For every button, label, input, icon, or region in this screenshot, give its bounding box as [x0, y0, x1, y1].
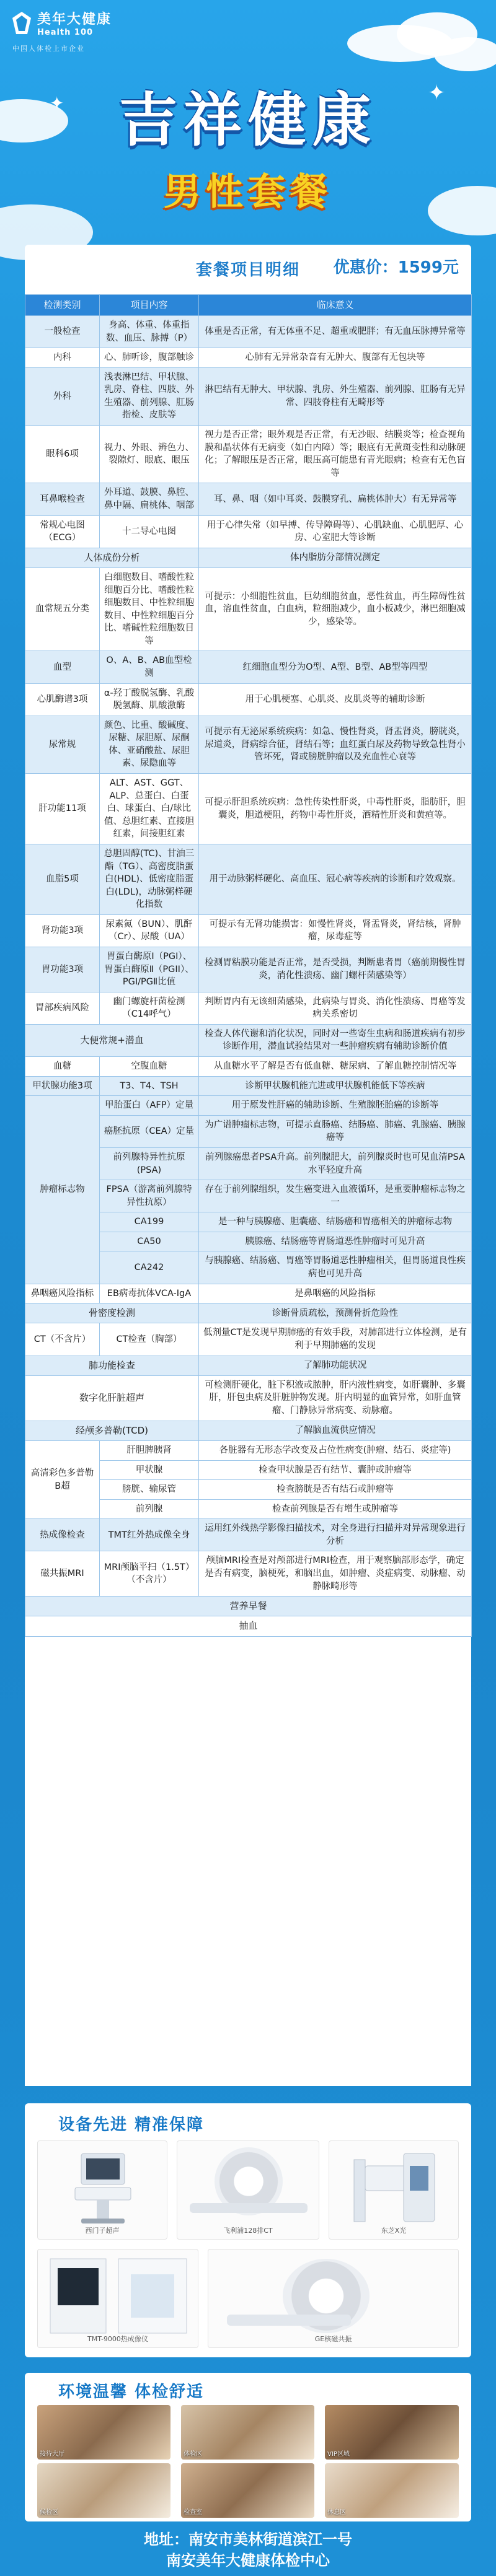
- clinical-meaning-cell: 耳、鼻、咽（如中耳炎、鼓膜穿孔、扁桃体肿大）有无异常等: [199, 483, 472, 515]
- category-cell: 肿瘤标志物: [25, 1096, 100, 1284]
- section-item-name: 营养早餐: [25, 1597, 472, 1616]
- table-row: [25, 367, 472, 425]
- photo-caption: 候检区: [40, 2509, 58, 2516]
- section-item-name: 大便常规+潜血: [25, 1024, 199, 1056]
- environment-photo: [325, 2463, 459, 2518]
- table-row: [25, 567, 472, 651]
- section-item-meaning: 可检测肝硬化，脏下积液或脓肿，肝内液性病变，如肝囊肿、多囊肝，肝包虫病及肝脏肿物发现。肝内明显的血管异常，如肝血管瘤、门静脉异常病变、动脉瘤。: [199, 1375, 472, 1421]
- category-cell: 尿常规: [25, 716, 100, 773]
- clinical-meaning-cell: 检查甲状腺是否有结节、囊肿或肿瘤等: [199, 1460, 472, 1480]
- column-header: 临床意义: [199, 295, 472, 316]
- item-content-cell: 前列腺特异性抗原(PSA): [100, 1147, 199, 1180]
- category-cell: 磁共振MRI: [25, 1551, 100, 1597]
- table-row: [25, 548, 472, 567]
- table-row: [25, 1616, 472, 1636]
- thermal-imaging-room-image: [38, 2250, 199, 2336]
- section-item-meaning: 诊断骨质疏松，预测骨折危险性: [199, 1303, 472, 1323]
- category-cell: 内科: [25, 348, 100, 368]
- table-row: [25, 1303, 472, 1323]
- column-header: 项目内容: [100, 295, 199, 316]
- environment-photo: [37, 2405, 170, 2460]
- item-content-cell: CA50: [100, 1232, 199, 1251]
- clinical-meaning-cell: 诊断甲状腺机能亢进或甲状腺机能低下等疾病: [199, 1076, 472, 1096]
- brand-logo: [11, 9, 112, 37]
- category-cell: 热成像检查: [25, 1519, 100, 1551]
- item-content-cell: 心、肺听诊，腹部触诊: [100, 348, 199, 368]
- category-cell: CT（不含片）: [25, 1323, 100, 1356]
- category-cell: 一般检查: [25, 316, 100, 348]
- category-cell: 胃部疾病风险: [25, 992, 100, 1024]
- price-label: 优惠价：1599元: [333, 258, 459, 277]
- table-row: [25, 1421, 472, 1440]
- category-cell: 肾功能3项: [25, 914, 100, 947]
- equipment-caption: TMT-9000热成像仪: [87, 2335, 148, 2343]
- table-row: [25, 947, 472, 992]
- brand-mark-icon: [11, 11, 32, 35]
- header: [0, 0, 496, 245]
- table-row: [25, 1375, 472, 1421]
- sparkle-icon: ✦: [50, 93, 64, 113]
- category-cell: 鼻咽癌风险指标: [25, 1284, 100, 1303]
- equipment-caption: 飞利浦128排CT: [223, 2227, 273, 2235]
- table-row: [25, 1284, 472, 1303]
- center-name: 南安美年大健康体检中心: [166, 2552, 330, 2569]
- clinical-meaning-cell: 可提示：小细胞性贫血，巨幼细胞贫血，恶性贫血，再生障碍性贫血，溶血性贫血，白血病，粒细胞减少，血小板减少，淋巴细胞减少，感染等。: [199, 567, 472, 651]
- footer-address: [0, 2529, 496, 2571]
- equipment-caption: 东芝X光: [381, 2227, 407, 2235]
- item-content-cell: 肝胆脾胰肾: [100, 1440, 199, 1460]
- table-row: [25, 1519, 472, 1551]
- clinical-meaning-cell: 各脏器有无形态学改变及占位性病变(肿瘤、结石、炎症等): [199, 1440, 472, 1460]
- table-row: [25, 1440, 472, 1460]
- category-cell: 血型: [25, 651, 100, 683]
- category-cell: 耳鼻喉检查: [25, 483, 100, 515]
- environment-photo: [181, 2405, 314, 2460]
- sparkle-icon: ✦: [428, 81, 446, 105]
- equipment-item: [208, 2249, 459, 2348]
- item-content-cell: 十二导心电图: [100, 515, 199, 548]
- equipment-item: [37, 2140, 167, 2240]
- section-item-name: 人体成份分析: [25, 548, 199, 567]
- item-content-cell: α-羟丁酸脱氢酶、乳酸脱氢酶、肌酸激酶: [100, 683, 199, 716]
- clinical-meaning-cell: 运用红外线热学影像扫描技术，对全身进行扫描并对异常现象进行分析: [199, 1519, 472, 1551]
- clinical-meaning-cell: 红细胞血型分为O型、A型、B型、AB型等四型: [199, 651, 472, 683]
- section-item-name: 骨密度检测: [25, 1303, 199, 1323]
- clinical-meaning-cell: 检查膀胱是否有结石或肿瘤等: [199, 1480, 472, 1500]
- category-cell: 血常规五分类: [25, 567, 100, 651]
- section-item-name: 经颅多普勒(TCD): [25, 1421, 199, 1440]
- item-content-cell: 总胆固醇(TC)、甘油三酯（TG）、高密度脂蛋白(HDL)、低密度脂蛋白(LDL)，动脉粥样硬化指数: [100, 844, 199, 914]
- item-content-cell: 尿素氮（BUN）、肌酐（Cr）、尿酸（UA）: [100, 914, 199, 947]
- item-content-cell: CA242: [100, 1251, 199, 1284]
- item-content-cell: 颜色、比重、酸碱度、尿糖、尿胆原、尿酮体、亚硝酸盐、尿胆素、尿隐血等: [100, 716, 199, 773]
- item-content-cell: EB病毒抗体VCA-IgA: [100, 1284, 199, 1303]
- brand-slogan: 中国人体检上市企业: [12, 45, 85, 53]
- item-content-cell: O、A、B、AB血型检测: [100, 651, 199, 683]
- clinical-meaning-cell: 用于原发性肝癌的辅助诊断、生殖腺胚胎癌的诊断等: [199, 1096, 472, 1116]
- table-row: [25, 1057, 472, 1077]
- table-row: [25, 774, 472, 844]
- photo-caption: 体检区: [184, 2451, 202, 2458]
- section-item-meaning: 检查人体代谢和消化状况，同时对一些寄生虫病和肠道疾病有初步诊断作用，潜血试验结果对一些肿瘤疾病有辅助诊断价值: [199, 1024, 472, 1056]
- photo-caption: 接待大厅: [40, 2451, 64, 2458]
- equipment-item: [37, 2249, 198, 2348]
- table-row: [25, 316, 472, 348]
- table-row: [25, 1024, 472, 1056]
- table-row: [25, 515, 472, 548]
- clinical-meaning-cell: 体重是否正常，有无体重不足、超重或肥胖；有无血压脉搏异常等: [199, 316, 472, 348]
- environment-photo: [325, 2405, 459, 2460]
- section-item-meaning: 了解脑血流供应情况: [199, 1421, 472, 1440]
- clinical-meaning-cell: 从血糖水平了解是否有低血糖、糖尿病、了解血糖控制情况等: [199, 1057, 472, 1077]
- item-content-cell: ALT、AST、GGT、ALP、总蛋白、白蛋白、球蛋白、白/球比值、总胆红素、直接胆红素，间接胆红素: [100, 774, 199, 844]
- item-content-cell: 甲状腺: [100, 1460, 199, 1480]
- clinical-meaning-cell: 检查前列腺是否有增生或肿瘤等: [199, 1499, 472, 1519]
- clinical-meaning-cell: 颅脑MRI检查是对颅部进行MRI检查，用于观察脑部形态学，确定是否有病变，脑梗死，和脑出血，如肿瘤、炎症病变、动脉瘤、动静脉畸形等: [199, 1551, 472, 1597]
- item-content-cell: 幽门螺旋杆菌检测（C14呼气）: [100, 992, 199, 1024]
- mri-bed-image: [227, 2315, 351, 2326]
- equipment-item: [329, 2140, 459, 2240]
- item-content-cell: 膀胱、输尿管: [100, 1480, 199, 1500]
- environment-photo: [181, 2463, 314, 2518]
- clinical-meaning-cell: 可提示有无肾功能损害：如慢性肾炎，肾盂肾炎，肾结核，肾肿瘤，尿毒症等: [199, 914, 472, 947]
- category-cell: 甲状腺功能3项: [25, 1076, 100, 1096]
- equipment-section: [25, 2103, 471, 2357]
- table-row: [25, 992, 472, 1024]
- page-subtitle: 男性套餐: [164, 170, 332, 214]
- item-content-cell: CA199: [100, 1212, 199, 1232]
- clinical-meaning-cell: 低剂量CT是发现早期肺癌的有效手段，对肺部进行立体检测，是有利于早期肺癌的发现: [199, 1323, 472, 1356]
- item-content-cell: 空腹血糖: [100, 1057, 199, 1077]
- table-row: [25, 1076, 472, 1096]
- clinical-meaning-cell: 为广谱肿瘤标志物，可提示直肠癌、结肠癌、肺癌、乳腺癌、胰腺癌等: [199, 1115, 472, 1147]
- package-section-title: 套餐项目明细: [195, 261, 300, 279]
- package-table: [25, 294, 472, 1637]
- category-cell: 血脂5项: [25, 844, 100, 914]
- clinical-meaning-cell: 与胰腺癌、结肠癌、胃癌等胃肠道恶性肿瘤相关，但胃肠道良性疾病也可见升高: [199, 1251, 472, 1284]
- category-cell: 肝功能11项: [25, 774, 100, 844]
- clinical-meaning-cell: 用于心律失常（如早搏、传导障碍等）、心肌缺血、心肌肥厚、心房、心室肥大等诊断: [199, 515, 472, 548]
- brand-name-en: Health 100: [37, 28, 94, 37]
- table-row: [25, 348, 472, 368]
- category-cell: 胃功能3项: [25, 947, 100, 992]
- item-content-cell: 前列腺: [100, 1499, 199, 1519]
- clinical-meaning-cell: 存在于前列腺组织，发生癌变进入血液循环，是重要肿瘤标志物之一: [199, 1180, 472, 1212]
- section-item-meaning: 了解肺功能状况: [199, 1356, 472, 1375]
- environment-section: [25, 2373, 471, 2521]
- item-content-cell: 甲胎蛋白（AFP）定量: [100, 1096, 199, 1116]
- clinical-meaning-cell: 淋巴结有无肿大、甲状腺、乳房、外生殖器、前列腺、肛肠有无异常、四肢脊柱有无畸形等: [199, 367, 472, 425]
- ct-bed-image: [190, 2203, 308, 2213]
- category-cell: 高清彩色多普勒B超: [25, 1440, 100, 1518]
- photo-caption: 检查室: [184, 2509, 202, 2516]
- table-row: [25, 716, 472, 773]
- clinical-meaning-cell: 是一种与胰腺癌、胆囊癌、结肠癌和胃癌相关的肿瘤标志物: [199, 1212, 472, 1232]
- address-line: 地址：南安市美林街道滨江一号: [144, 2531, 352, 2548]
- item-content-cell: CT检查（胸部）: [100, 1323, 199, 1356]
- table-row: [25, 1323, 472, 1356]
- category-cell: 心肌酶谱3项: [25, 683, 100, 716]
- clinical-meaning-cell: 视力是否正常；眼外观是否正常，有无沙眼、结膜炎等；检查视角膜和晶状体有无病变（如白内障）等；眼底有无黄斑变性和动脉硬化；了解眼压是否正常，眼压高可能患有青光眼病；检查有无色盲等: [199, 426, 472, 483]
- item-content-cell: TMT红外热成像全身: [100, 1519, 199, 1551]
- clinical-meaning-cell: 用于心肌梗塞、心肌炎、皮肌炎等的辅助诊断: [199, 683, 472, 716]
- category-cell: 血糖: [25, 1057, 100, 1077]
- equipment-caption: GE核磁共振: [314, 2335, 352, 2343]
- clinical-meaning-cell: 检测胃粘膜功能是否正常，是否受损，判断患者胃（癌前期慢性胃炎，消化性溃疡、幽门螺杆菌感染等）: [199, 947, 472, 992]
- item-content-cell: 癌胚抗原（CEA）定量: [100, 1115, 199, 1147]
- table-row: [25, 1551, 472, 1597]
- table-row: [25, 483, 472, 515]
- column-header: 检测类别: [25, 295, 100, 316]
- table-body: [25, 316, 472, 1637]
- equipment-title: 设备先进 精准保障: [58, 2116, 205, 2134]
- item-content-cell: FPSA（游离前列腺特异性抗原）: [100, 1180, 199, 1212]
- table-row: [25, 683, 472, 716]
- section-item-name: 肺功能检查: [25, 1356, 199, 1375]
- brand-name-cn: 美年大健康: [37, 12, 112, 27]
- page-title: 吉祥健康: [118, 87, 377, 154]
- table-row: [25, 914, 472, 947]
- section-item-meaning: 体内脂肪分部情况测定: [199, 548, 472, 567]
- table-row: [25, 1356, 472, 1375]
- xray-machine-image: [329, 2141, 459, 2228]
- package-card: [25, 245, 471, 2086]
- category-cell: 外科: [25, 367, 100, 425]
- clinical-meaning-cell: 胰腺癌、结肠癌等胃肠道恶性肿瘤时可见升高: [199, 1232, 472, 1251]
- table-row: [25, 844, 472, 914]
- clinical-meaning-cell: 判断胃内有无该细菌感染，此病染与胃炎、消化性溃疡、胃癌等发病关系密切: [199, 992, 472, 1024]
- clinical-meaning-cell: 是鼻咽癌的风险指标: [199, 1284, 472, 1303]
- category-cell: 眼科6项: [25, 426, 100, 483]
- category-cell: 常规心电图（ECG）: [25, 515, 100, 548]
- clinical-meaning-cell: 用于动脉粥样硬化、高血压、冠心病等疾病的诊断和疗效观察。: [199, 844, 472, 914]
- table-header-row: [25, 295, 472, 316]
- section-item-name: 数字化肝脏超声: [25, 1375, 199, 1421]
- photo-caption: VIP区域: [327, 2451, 350, 2458]
- item-content-cell: T3、T4、TSH: [100, 1076, 199, 1096]
- package-header: [25, 245, 471, 294]
- table-row: [25, 426, 472, 483]
- photo-caption: 休息区: [327, 2509, 346, 2516]
- clinical-meaning-cell: 前列腺癌患者PSA升高。前列腺肥大，前列腺炎时也可见血清PSA水平轻度升高: [199, 1147, 472, 1180]
- environment-photo: [37, 2463, 170, 2518]
- item-content-cell: 胃蛋白酶原Ⅰ（PGⅠ）、胃蛋白酶原Ⅱ（PGII）、PGⅠ/PGⅡ比值: [100, 947, 199, 992]
- item-content-cell: 浅表淋巴结、甲状腺、乳房、脊柱、四肢、外生殖器、前列腺、肛肠指检、皮肤等: [100, 367, 199, 425]
- clinical-meaning-cell: 可提示有无泌尿系统疾病：如急、慢性肾炎，肾盂肾炎，膀胱炎，尿道炎，肾病综合征，肾结石等；血红蛋白尿及药物导致急性肾小管坏死，肾或膀胱肿瘤以及充血性心衰等: [199, 716, 472, 773]
- table-row: [25, 651, 472, 683]
- item-content-cell: MRI颅脑平扫（1.5T）（不含片）: [100, 1551, 199, 1597]
- clinical-meaning-cell: 可提示肝胆系统疾病：急性传染性肝炎，中毒性肝炎，脂肪肝，胆囊炎，胆道梗阻，药物中毒性肝炎，酒精性肝炎和黄疸等。: [199, 774, 472, 844]
- equipment-item: [177, 2140, 319, 2240]
- ultrasound-machine-image: [38, 2141, 168, 2228]
- equipment-caption: 西门子超声: [85, 2227, 120, 2235]
- item-content-cell: 视力、外眼、辨色力、裂隙灯、眼底、眼压: [100, 426, 199, 483]
- section-item-name: 抽血: [25, 1616, 472, 1636]
- item-content-cell: 白细胞数目、嗜酸性粒细胞百分比、嗜酸性粒细胞数目、中性粒细胞数目、中性粒细胞百分比、嗜碱性粒细胞数目等: [100, 567, 199, 651]
- table-row: [25, 1096, 472, 1116]
- table-row: [25, 1597, 472, 1616]
- cloud-decoration: [434, 37, 496, 71]
- clinical-meaning-cell: 心肺有无异常杂音有无肿大、腹部有无包块等: [199, 348, 472, 368]
- item-content-cell: 身高、体重、体重指数、血压、脉搏（P）: [100, 316, 199, 348]
- environment-title: 环境温馨 体检舒适: [58, 2383, 205, 2401]
- item-content-cell: 外耳道、鼓膜、鼻腔、鼻中隔、扁桃体、咽部: [100, 483, 199, 515]
